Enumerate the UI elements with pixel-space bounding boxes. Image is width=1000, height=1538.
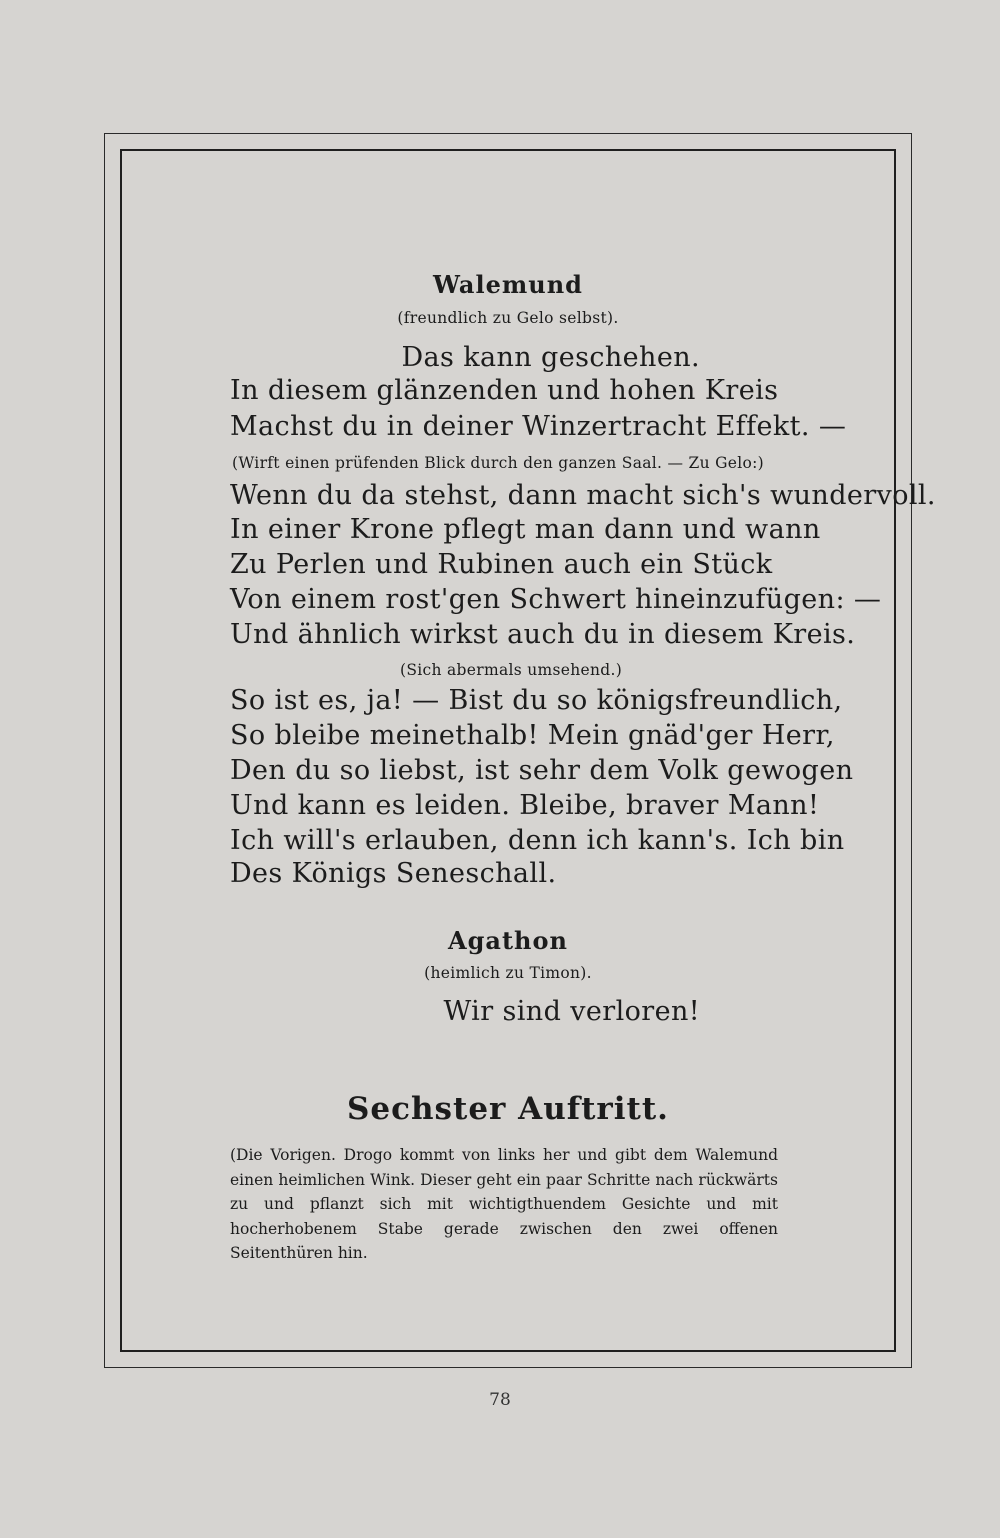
verse-line: In diesem glänzenden und hohen Kreis: [230, 375, 779, 406]
speaker-walemund: Walemund: [433, 270, 583, 299]
verse-line: Zu Perlen und Rubinen auch ein Stück: [230, 549, 773, 580]
verse-line: Das kann geschehen.: [401, 342, 700, 373]
verse-line: In einer Krone pflegt man dann und wann: [230, 514, 821, 545]
verse-line: Und kann es leiden. Bleibe, braver Mann!: [230, 790, 820, 821]
verse-line: Des Königs Seneschall.: [230, 858, 557, 889]
scene-heading: Sechster Auftritt.: [347, 1091, 669, 1127]
verse-line: So bleibe meinethalb! Mein gnäd'ger Herr,: [230, 720, 835, 751]
verse-line: Ich will's erlauben, denn ich kann's. Ich bin: [230, 825, 845, 856]
verse-line: Machst du in deiner Winzertracht Effekt. —: [230, 411, 847, 442]
stage-direction-paragraph: (Die Vorigen. Drogo kommt von links her und gibt dem Walemund einen heimlichen Wink. Dieser geht ein paar Schritte nach rückwärts zu und pflanzt sich mit wichtigthuendem Gesichte und mit hocherhobenem Stabe gerade zwischen den zwei offenen Seitenthüren hin.: [230, 1146, 778, 1262]
stage-direction-secretly: (heimlich zu Timon).: [424, 964, 592, 982]
speaker-agathon: Agathon: [448, 926, 568, 955]
stage-direction-friendly: (freundlich zu Gelo selbst).: [397, 309, 619, 327]
stage-direction-glance: (Wirft einen prüfenden Blick durch den ganzen Saal. — Zu Gelo:): [232, 454, 765, 472]
verse-line: So ist es, ja! — Bist du so königsfreundlich,: [230, 685, 843, 716]
stage-direction-looking-around: (Sich abermals umsehend.): [400, 661, 623, 679]
verse-line: Und ähnlich wirkst auch du in diesem Kreis.: [230, 619, 856, 650]
verse-line: Den du so liebst, ist sehr dem Volk gewogen: [230, 755, 854, 786]
page-number: 78: [489, 1390, 511, 1410]
verse-line: Wenn du da stehst, dann macht sich's wundervoll.: [230, 480, 936, 511]
verse-line: Von einem rost'gen Schwert hineinzufügen: —: [230, 584, 882, 615]
verse-line: Wir sind verloren!: [443, 996, 700, 1027]
